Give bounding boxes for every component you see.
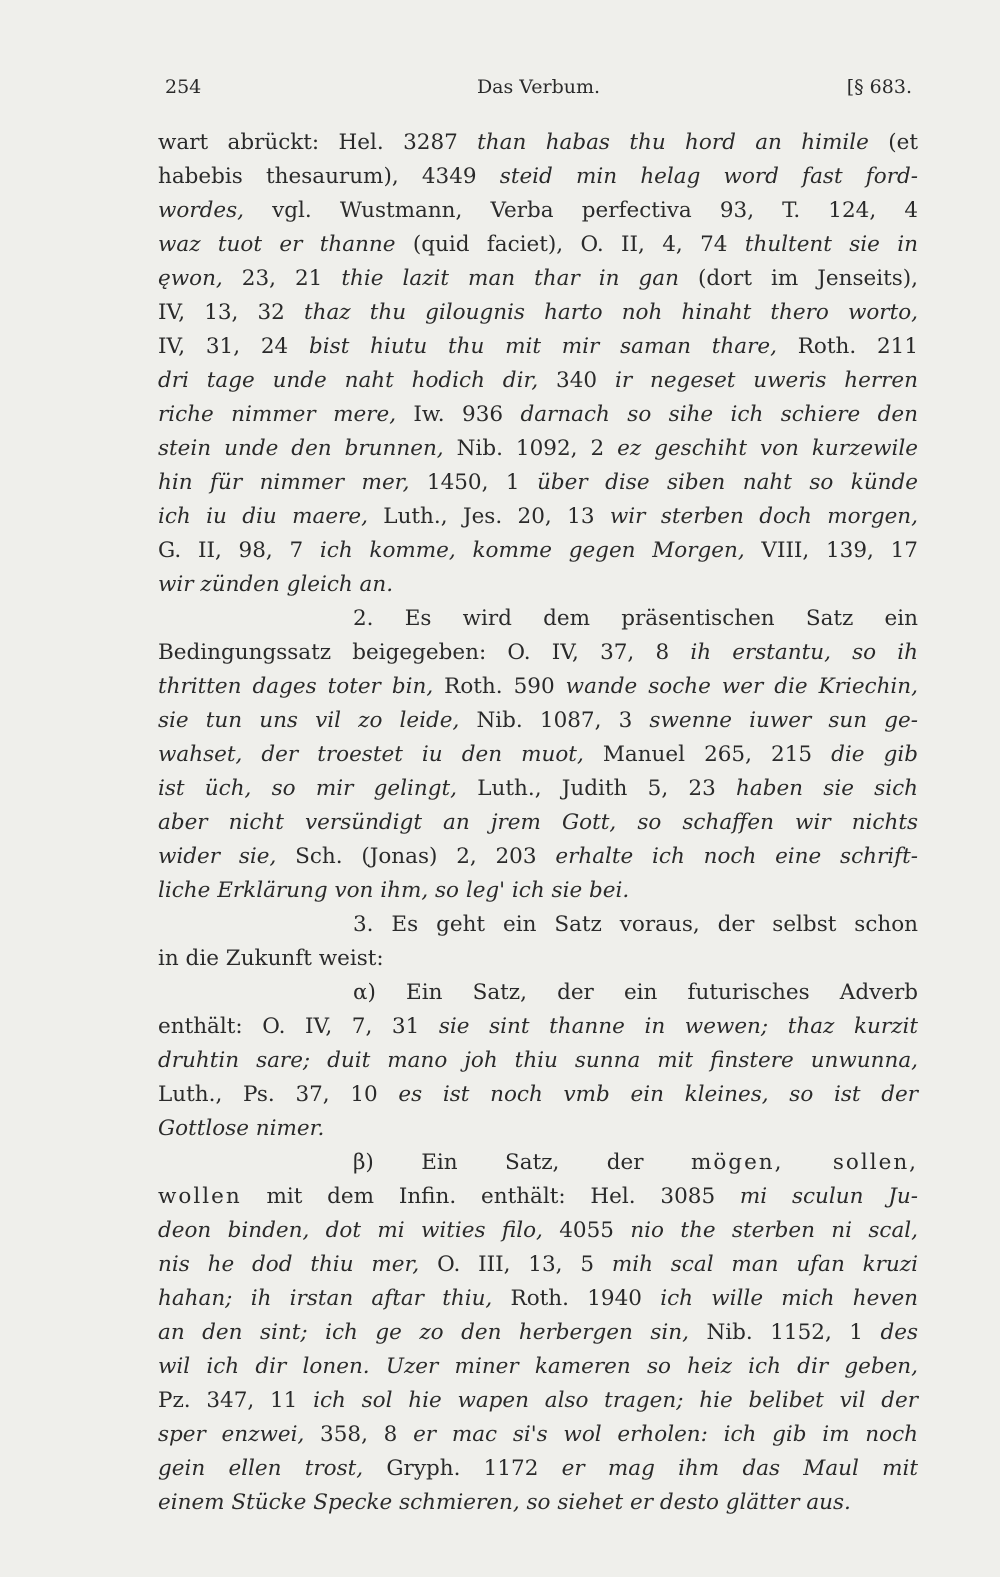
text-line (158, 262, 918, 296)
italic-span: nis he dod thiu mer, (158, 1252, 420, 1277)
italic-span: sie tun uns vil zo leide, (158, 708, 460, 733)
text-line (158, 908, 918, 942)
text-line (158, 1452, 918, 1486)
text-span: Luth., Jes. 20, 13 (367, 504, 610, 529)
text-span: habebis thesaurum), 4349 (158, 164, 500, 189)
text-span: wart abrückt: Hel. 3287 (158, 130, 478, 155)
italic-span: ir negeset uweris herren (614, 368, 919, 393)
italic-span: er mac si's wol erholen: ich gib im noch (413, 1422, 918, 1447)
italic-span: er mag ihm das Maul mit (561, 1456, 919, 1481)
text-span: 3. Es geht ein Satz voraus, der selbst schon (353, 912, 918, 937)
text-line (158, 500, 918, 534)
running-title: Das Verbum. (476, 76, 601, 98)
italic-span: ich komme, komme gegen Morgen, (319, 538, 745, 563)
italic-span: wir sterben doch morgen, (609, 504, 918, 529)
italic-span: mi sculun Ju- (739, 1184, 918, 1209)
italic-span: nio the sterben ni scal, (630, 1218, 918, 1243)
text-line (158, 126, 918, 160)
text-span: in die Zukunft weist: (158, 946, 384, 971)
text-line (158, 772, 918, 806)
text-line (158, 704, 918, 738)
text-line (158, 942, 918, 976)
text-line (158, 296, 918, 330)
text-span: Roth. 590 (433, 674, 566, 699)
text-line (158, 1282, 918, 1316)
text-span: β) Ein Satz, der (353, 1150, 691, 1175)
text-span: 4055 (542, 1218, 631, 1243)
text-line (158, 1112, 918, 1146)
text-span: Sch. (Jonas) 2, 203 (276, 844, 556, 869)
italic-span: wande soche wer die Kriechin, (565, 674, 918, 699)
italic-span: Gottlose nimer. (158, 1116, 325, 1141)
italic-span: liche Erklärung von ihm, so leg' ich sie bei. (158, 878, 630, 903)
text-line (158, 534, 918, 568)
text-line (158, 1180, 918, 1214)
text-span: mögen, sollen, (690, 1150, 919, 1175)
text-span: Nib. 1152, 1 (688, 1320, 881, 1345)
text-span: mit dem Infin. enthält: Hel. 3085 (241, 1184, 740, 1209)
text-line (158, 364, 918, 398)
text-line (158, 1486, 918, 1520)
italic-span: über dise siben naht so künde (537, 470, 918, 495)
section-mark: [§ 683. (846, 76, 912, 98)
text-line (158, 1316, 918, 1350)
text-span: vgl. Wustmann, Verba perfectiva 93, T. 124, 4 (243, 198, 918, 223)
italic-span: sie sint thanne in wewen; thaz kurzit (438, 1014, 918, 1039)
text-line (158, 1350, 918, 1384)
text-line (158, 1078, 918, 1112)
text-line (158, 1418, 918, 1452)
text-span: α) Ein Satz, der ein futurisches Adverb (353, 980, 918, 1005)
text-span: (quid faciet), O. II, 4, 74 (395, 232, 745, 257)
body-text (158, 126, 918, 1520)
italic-span: ich iu diu maere, (158, 504, 368, 529)
text-line (158, 1010, 918, 1044)
text-line (158, 806, 918, 840)
italic-span: haben sie sich (736, 776, 918, 801)
italic-span: ich sol hie wapen also tragen; hie belibet vil der (313, 1388, 918, 1413)
italic-span: steid min helag word fast ford- (499, 164, 918, 189)
italic-span: stein unde den brunnen, (158, 436, 444, 461)
italic-span: dri tage unde naht hodich dir, (158, 368, 539, 393)
italic-span: einem Stücke Specke schmieren, so siehet er desto glätter aus. (158, 1490, 851, 1515)
italic-span: des (880, 1320, 918, 1345)
text-line (158, 1214, 918, 1248)
page-number: 254 (165, 76, 202, 98)
text-line (158, 1384, 918, 1418)
text-span: 1450, 1 (409, 470, 538, 495)
text-line (158, 466, 918, 500)
text-line (158, 1044, 918, 1078)
text-span: (dort im Jenseits), (678, 266, 918, 291)
text-span: Gryph. 1172 (363, 1456, 562, 1481)
text-span: Pz. 347, 11 (158, 1388, 314, 1413)
text-span: VIII, 139, 17 (744, 538, 918, 563)
text-span: Roth. 211 (776, 334, 918, 359)
text-span: 358, 8 (304, 1422, 414, 1447)
italic-span: riche nimmer mere, (158, 402, 397, 427)
italic-span: es ist noch vmb ein kleines, so ist der (398, 1082, 918, 1107)
text-line (158, 568, 918, 602)
italic-span: ęwon, (158, 266, 223, 291)
italic-span: thie lazit man thar in gan (341, 266, 679, 291)
running-header (165, 70, 912, 104)
text-line (158, 636, 918, 670)
text-line (158, 1146, 918, 1180)
italic-span: hahan; ih irstan aftar thiu, (158, 1286, 493, 1311)
text-span: 23, 21 (222, 266, 342, 291)
italic-span: waz tuot er thanne (158, 232, 396, 257)
italic-span: wider sie, (158, 844, 277, 869)
text-span: IV, 31, 24 (158, 334, 310, 359)
italic-span: bist hiutu thu mit mir saman thare, (309, 334, 777, 359)
italic-span: deon binden, dot mi wities filo, (158, 1218, 543, 1243)
text-line (158, 874, 918, 908)
text-span: 2. Es wird dem präsentischen Satz ein (353, 606, 918, 631)
text-span: O. III, 13, 5 (419, 1252, 612, 1277)
italic-span: thritten dages toter bin, (158, 674, 434, 699)
italic-span: an den sint; ich ge zo den herbergen sin, (158, 1320, 689, 1345)
text-span: Luth., Judith 5, 23 (457, 776, 737, 801)
text-line (158, 670, 918, 704)
italic-span: ih erstantu, so ih (690, 640, 918, 665)
italic-span: gein ellen trost, (158, 1456, 364, 1481)
text-span: Roth. 1940 (492, 1286, 661, 1311)
text-line (158, 160, 918, 194)
text-line (158, 976, 918, 1010)
italic-span: wir zünden gleich an. (158, 572, 394, 597)
text-line (158, 840, 918, 874)
text-span: IV, 13, 32 (158, 300, 304, 325)
text-line (158, 228, 918, 262)
italic-span: die gib (831, 742, 918, 767)
text-span: (et (868, 130, 918, 155)
italic-span: wahset, der troestet iu den muot, (158, 742, 584, 767)
text-span: Luth., Ps. 37, 10 (158, 1082, 399, 1107)
text-span: 340 (538, 368, 615, 393)
italic-span: druhtin sare; duit mano joh thiu sunna mit finstere unwunna, (158, 1048, 918, 1073)
italic-span: thaz thu gilougnis harto noh hinaht thero worto, (303, 300, 918, 325)
text-line (158, 432, 918, 466)
text-span: enthält: O. IV, 7, 31 (158, 1014, 439, 1039)
italic-span: thultent sie in (744, 232, 918, 257)
italic-span: hin für nimmer mer, (158, 470, 410, 495)
text-line (158, 194, 918, 228)
italic-span: ez geschiht von kurzewile (617, 436, 918, 461)
text-line (158, 738, 918, 772)
text-span: Nib. 1087, 3 (459, 708, 650, 733)
italic-span: aber nicht versündigt an jrem Gott, so schaffen wir nichts (158, 810, 918, 835)
text-line (158, 602, 918, 636)
text-span: Bedingungssatz beigegeben: O. IV, 37, 8 (158, 640, 691, 665)
italic-span: sper enzwei, (158, 1422, 305, 1447)
text-span: Manuel 265, 215 (583, 742, 832, 767)
italic-span: wil ich dir lonen. Uzer miner kameren so heiz ich dir geben, (158, 1354, 918, 1379)
italic-span: than habas thu hord an himile (477, 130, 869, 155)
italic-span: wordes, (158, 198, 244, 223)
text-span: Iw. 936 (396, 402, 521, 427)
text-span: wollen (158, 1184, 242, 1209)
text-span: Nib. 1092, 2 (443, 436, 618, 461)
text-line (158, 398, 918, 432)
italic-span: ich wille mich heven (660, 1286, 919, 1311)
italic-span: swenne iuwer sun ge- (649, 708, 918, 733)
text-line (158, 1248, 918, 1282)
text-line (158, 330, 918, 364)
text-span: G. II, 98, 7 (158, 538, 320, 563)
italic-span: erhalte ich noch eine schrift- (555, 844, 918, 869)
italic-span: mih scal man ufan kruzi (611, 1252, 918, 1277)
italic-span: darnach so sihe ich schiere den (520, 402, 918, 427)
italic-span: ist üch, so mir gelingt, (158, 776, 457, 801)
